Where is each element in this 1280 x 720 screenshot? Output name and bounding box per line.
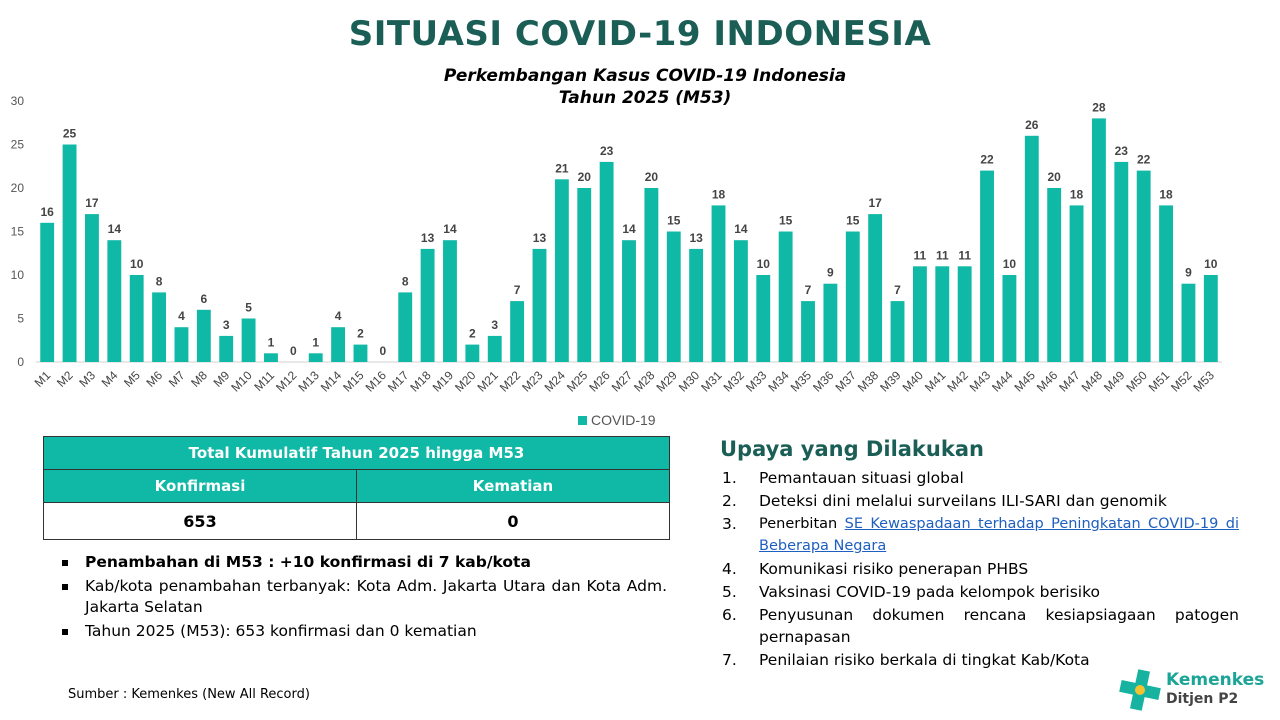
x-tick-label: M5 [121,368,143,390]
bar-m36 [823,284,837,362]
x-tick-label: M38 [854,368,882,395]
data-label: 2 [469,326,476,341]
kemenkes-logo [1116,666,1271,716]
data-label: 17 [85,196,99,211]
bar-m40 [913,266,927,362]
upaya-num: 4. [722,560,737,578]
chart-subtitle: Tahun 2025 (M53) [558,88,732,108]
data-label: 28 [1092,100,1106,115]
data-label: 6 [200,291,208,306]
x-tick-label: M26 [586,368,613,395]
x-tick-label: M29 [653,368,680,395]
upaya-item [722,558,1239,580]
bar-m51 [1159,205,1173,362]
data-label: 18 [1069,187,1084,202]
x-tick-label: M25 [563,368,591,395]
data-label: 10 [1002,257,1017,271]
bar-m25 [577,188,591,362]
data-label: 8 [401,274,409,289]
x-tick-label: M13 [295,368,322,395]
x-tick-label: M34 [765,368,792,395]
bar-m38 [868,214,882,362]
data-label: 23 [599,143,614,158]
data-label: 7 [804,283,812,298]
x-tick-label: M46 [1033,368,1061,395]
x-tick-label: M16 [362,368,389,395]
legend-swatch [578,416,587,425]
col-death-header: Kematian [357,470,670,503]
data-label: 10 [1204,257,1218,271]
x-tick-label: M21 [474,368,501,395]
x-tick-label: M40 [899,368,927,395]
data-label: 7 [894,283,901,298]
bar-m30 [689,249,703,362]
page-title: SITUASI COVID-19 INDONESIA [348,14,932,54]
data-label: 16 [40,204,54,219]
y-tick-label: 0 [17,355,24,369]
data-label: 11 [913,248,927,263]
x-tick-label: M37 [832,368,859,395]
kemenkes-logo-icon [1116,666,1164,714]
summary-bullets [62,552,667,645]
x-tick-label: M23 [519,368,546,395]
bar-m6 [152,292,166,362]
covid-bar-chart [0,90,1240,410]
bar-m26 [600,162,614,362]
upaya-item [722,513,1239,557]
bar-m43 [980,171,994,362]
x-tick-label: M52 [1168,368,1195,395]
chart-legend [578,412,656,428]
data-label: 4 [334,309,342,324]
upaya-text: Vaksinasi COVID-19 pada kelompok berisiko [759,583,1101,601]
bar-m11 [264,353,278,362]
bar-m4 [107,240,121,362]
bar-m14 [331,327,345,362]
data-label: 22 [980,152,994,167]
data-label: 15 [778,213,793,228]
x-tick-label: M4 [98,368,121,390]
upaya-text: Penyusunan dokumen rencana kesiapsiagaan patogen pernapasan [759,606,1239,646]
data-label: 14 [622,222,636,237]
bar-m48 [1092,118,1106,362]
x-tick-label: M49 [1101,368,1128,395]
bar-m53 [1204,275,1218,362]
bar-m13 [309,353,323,362]
bar-m33 [756,275,770,362]
legend-label: COVID-19 [591,412,656,428]
data-label: 26 [1025,117,1039,132]
x-tick-label: M36 [810,368,837,395]
data-label: 22 [1136,152,1151,167]
x-tick-label: M50 [1123,368,1150,395]
x-tick-label: M20 [452,368,479,395]
bar-m21 [488,336,502,362]
data-label: 4 [178,309,185,324]
x-tick-label: M41 [921,368,949,395]
chart-title: Perkembangan Kasus COVID-19 Indonesia [443,66,847,86]
data-label: 15 [846,213,860,228]
x-tick-label: M19 [429,368,457,395]
upaya-text: Deteksi dini melalui surveilans ILI-SARI dan genomik [759,492,1167,510]
data-label: 14 [734,222,748,237]
x-tick-label: M7 [165,368,188,390]
data-label: 10 [130,257,144,271]
data-label: 11 [958,248,972,263]
data-label: 20 [644,170,659,184]
bar-m49 [1114,162,1128,362]
bullet-item: Penambahan di M53 : +10 konfirmasi di 7 kab/kota [62,552,667,573]
upaya-num: 7. [722,651,737,669]
x-tick-label: M44 [989,368,1016,395]
x-tick-label: M14 [317,368,345,395]
x-tick-label: M45 [1011,368,1038,395]
bar-m2 [63,145,77,363]
data-label: 1 [267,335,275,350]
y-tick-label: 30 [10,94,24,108]
x-tick-label: M12 [273,368,300,395]
x-tick-label: M2 [53,368,76,390]
data-label: 14 [443,222,457,237]
bar-m46 [1047,188,1061,362]
upaya-text: Komunikasi risiko penerapan PHBS [759,560,1029,578]
data-label: 8 [155,274,163,289]
data-label: 2 [357,326,364,341]
x-tick-label: M18 [407,368,434,395]
bar-m45 [1025,136,1039,362]
x-tick-label: M39 [877,368,904,395]
summary-table-header: Total Kumulatif Tahun 2025 hingga M53 [44,437,670,470]
x-tick-label: M43 [966,368,994,395]
data-label: 0 [379,344,387,358]
bar-m28 [644,188,658,362]
data-label: 3 [491,317,499,332]
upaya-item [722,467,1239,489]
x-tick-label: M11 [251,368,278,394]
data-label: 9 [827,265,834,280]
bar-m31 [712,205,726,362]
bullet-item: Tahun 2025 (M53): 653 konfirmasi dan 0 kematian [62,621,667,642]
data-label: 13 [420,230,435,245]
bar-m44 [1002,275,1016,362]
bar-m22 [510,301,524,362]
x-tick-label: M3 [76,368,99,390]
bar-m41 [935,266,949,362]
y-tick-label: 25 [10,137,24,152]
bar-m9 [219,336,233,362]
bar-m42 [958,266,972,362]
upaya-item [722,581,1239,603]
x-tick-label: M10 [228,368,255,395]
x-tick-label: M17 [384,368,412,395]
data-label: 11 [935,248,949,263]
y-tick-label: 10 [10,268,24,282]
x-tick-label: M22 [496,368,524,395]
bar-m32 [734,240,748,362]
data-label: 7 [513,283,521,298]
upaya-num: 2. [722,492,737,510]
bar-m50 [1137,171,1151,362]
x-tick-label: M1 [31,368,54,390]
data-label: 15 [667,213,681,228]
bar-m3 [85,214,99,362]
bar-m7 [175,327,189,362]
bar-m8 [197,310,211,362]
bullet-item: Kab/kota penambahan terbanyak: Kota Adm. Jakarta Utara dan Kota Adm. Jakarta Selatan [62,576,667,618]
x-tick-label: M32 [720,368,748,395]
bar-m39 [891,301,905,362]
bar-m35 [801,301,815,362]
x-tick-label: M9 [210,368,233,390]
data-label: 20 [1047,170,1061,184]
data-label: 13 [532,230,547,245]
col-confirm-header: Konfirmasi [44,470,357,503]
data-label: 10 [756,257,770,271]
upaya-text: Pemantauan situasi global [759,469,964,487]
x-tick-label: M42 [944,368,971,395]
x-tick-label: M53 [1190,368,1217,395]
x-tick-label: M24 [541,368,568,395]
source-note: Sumber : Kemenkes (New All Record) [68,687,310,702]
x-tick-label: M30 [675,368,703,395]
data-label: 23 [1114,143,1128,158]
logo-name: Kemenkes [1166,670,1265,690]
y-tick-label: 5 [17,311,24,326]
upaya-text: Penilaian risiko berkala di tingkat Kab/Kota [759,651,1090,669]
data-label: 3 [222,317,230,332]
upaya-text [759,513,1239,557]
x-tick-label: M51 [1145,368,1173,395]
death-value: 0 [357,503,670,540]
x-tick-label: M6 [143,368,166,390]
se-kewaspadaan-link[interactable]: SE Kewaspadaan terhadap Peningkatan COVID-19 di Beberapa Negara [759,516,1239,554]
logo-sub: Ditjen P2 [1166,691,1239,707]
upaya-num: 5. [722,583,737,601]
upaya-num: 1. [722,469,737,487]
upaya-item [722,490,1239,512]
data-label: 13 [689,230,703,245]
y-tick-label: 15 [10,224,24,239]
bar-m18 [421,249,435,362]
bar-m23 [533,249,547,362]
bar-m27 [622,240,636,362]
data-label: 18 [711,187,726,202]
upaya-text-prefix: Penerbitan [759,516,845,532]
x-tick-label: M47 [1056,368,1083,395]
data-label: 17 [868,196,882,211]
x-tick-label: M8 [188,368,210,390]
upaya-num: 6. [722,606,737,624]
upaya-num: 3. [722,515,737,533]
x-tick-label: M27 [608,368,636,395]
bar-m24 [555,179,569,362]
data-label: 21 [555,161,569,176]
bar-m17 [398,292,412,362]
data-label: 9 [1185,265,1192,280]
upaya-item [722,604,1239,648]
bar-m10 [242,319,256,363]
data-label: 25 [62,126,77,141]
bar-m15 [354,345,368,362]
x-tick-label: M28 [631,368,658,395]
data-label: 20 [577,170,591,184]
data-label: 1 [312,335,320,350]
bar-m5 [130,275,144,362]
summary-table [43,436,670,540]
x-tick-label: M48 [1078,368,1106,395]
x-tick-label: M33 [742,368,770,395]
upaya-title: Upaya yang Dilakukan [720,437,984,461]
bar-m29 [667,232,681,363]
bar-m37 [846,232,860,363]
x-tick-label: M15 [340,368,367,395]
bar-m34 [779,232,793,363]
data-label: 5 [245,300,252,315]
data-label: 14 [107,222,122,237]
bar-m52 [1181,284,1195,362]
upaya-list [722,467,1239,672]
bar-m47 [1070,205,1084,362]
data-label: 18 [1159,187,1173,202]
bar-m1 [40,223,54,362]
bar-m19 [443,240,457,362]
confirm-value: 653 [44,503,357,540]
x-tick-label: M35 [787,368,815,395]
y-tick-label: 20 [10,181,24,195]
x-tick-label: M31 [698,368,725,395]
bar-m20 [465,345,479,362]
data-label: 0 [289,344,297,358]
